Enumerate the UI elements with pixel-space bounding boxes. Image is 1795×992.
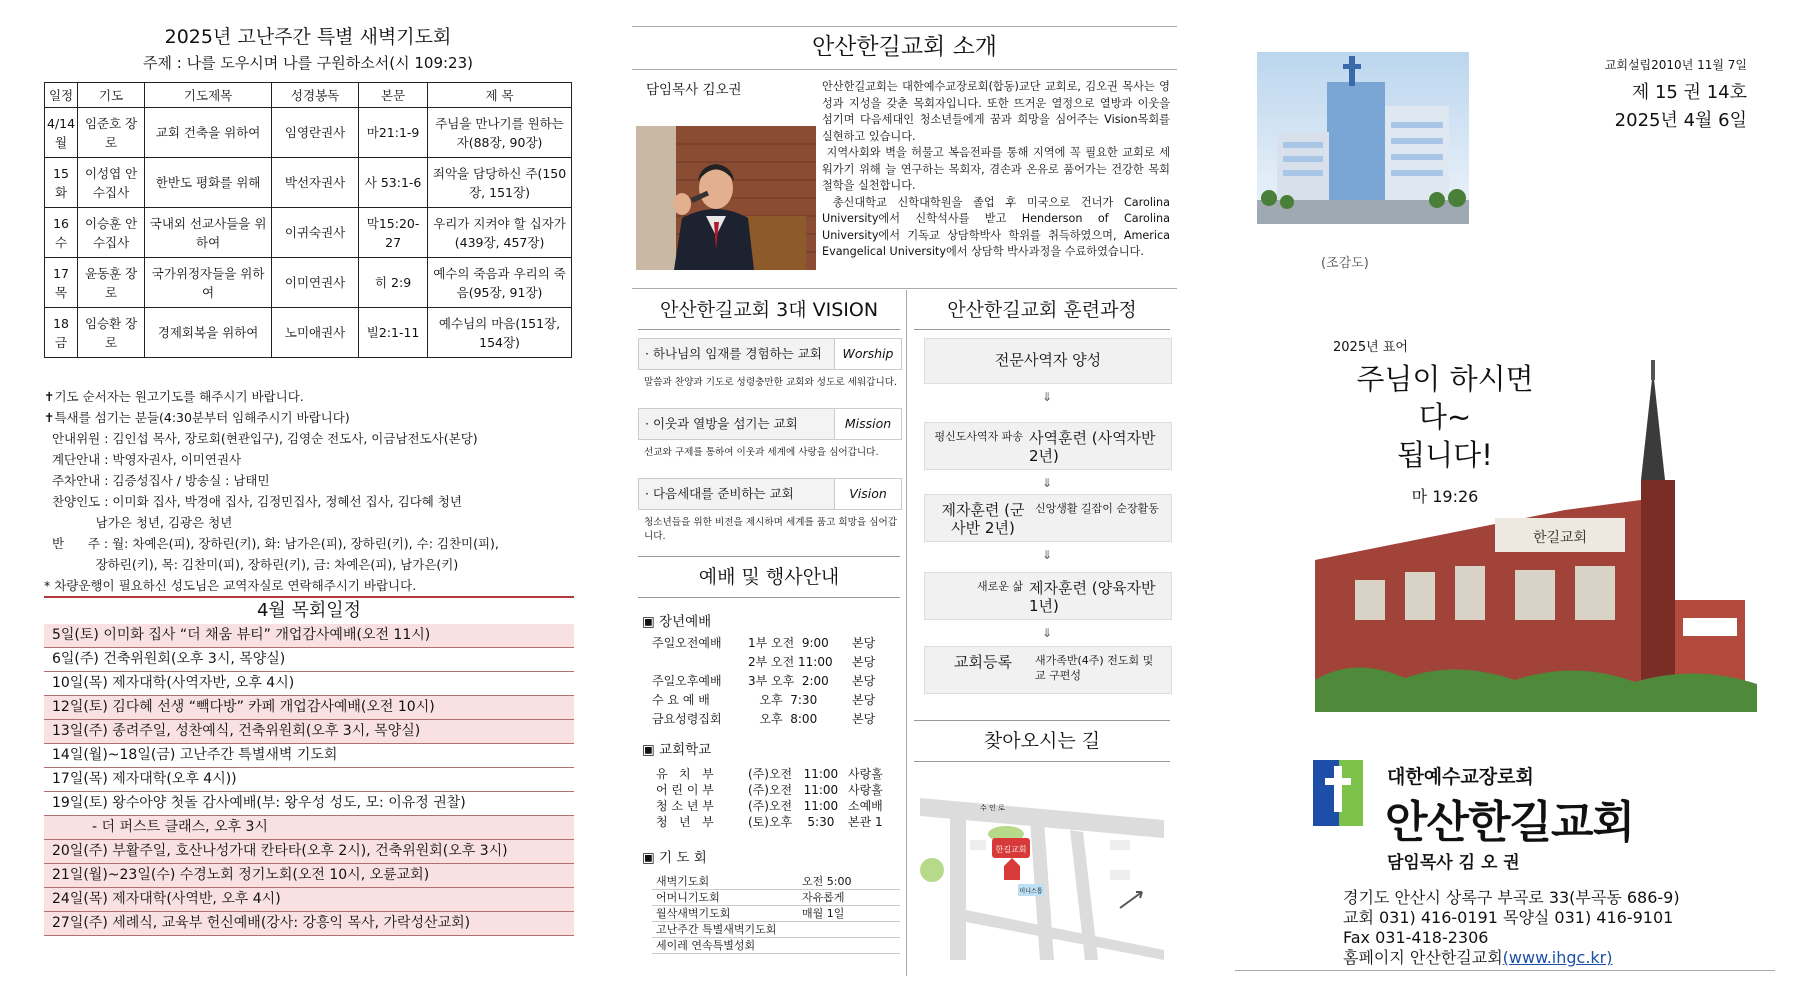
training-main: 사역훈련 (사역자반 2년): [1029, 429, 1156, 465]
address-text: 경기도 안산시 상록구 부곡로 33(부곡동 686-9): [1343, 888, 1680, 907]
prayer-name: 세이레 연속특별성회: [656, 939, 756, 952]
prayer-row: [652, 874, 900, 890]
worship-time: 2부 오전 11:00: [748, 655, 833, 669]
vision-label: · 이웃과 열방을 섬기는 교회: [645, 416, 798, 431]
map-mart-label: 미니스톱: [1019, 888, 1043, 895]
training-title: 안산한길교회 훈련과정: [914, 291, 1170, 330]
founded-date: 교회설립2010년 11월 7일: [1604, 58, 1747, 72]
down-arrow-icon: ⇓: [1042, 548, 1053, 562]
table-row: [45, 258, 572, 308]
motto-reference: 마 19:26: [1411, 487, 1479, 506]
note-line: ✝특새를 섬기는 분들(4:30분부터 임해주시기 바랍니다): [44, 410, 350, 425]
training-main: 교회등록: [954, 653, 1012, 671]
adult-worship-heading: ▣ 장년예배: [642, 614, 712, 630]
cell-topic: 한반도 평화를 위해: [145, 158, 272, 208]
prayer-time: 자유롭게: [802, 891, 845, 904]
cell-leader: 이승훈 안수집사: [78, 208, 145, 258]
vision-title: 안산한길교회 3대 VISION: [638, 291, 900, 330]
schedule-item: 12일(토) 김다혜 선생 “빽다방” 카페 개업감사예배(오전 10시): [44, 696, 574, 720]
worship-row: [652, 691, 900, 709]
vision-description: 선교와 구제를 통하여 이웃과 세계에 사랑을 심어갑니다.: [644, 447, 879, 458]
motto-text: [1345, 360, 1545, 474]
note-line: 장하린(키), 목: 김찬미(피), 장하린(키), 금: 차예은(피), 남가은(키): [44, 557, 459, 572]
table-row: [45, 158, 572, 208]
cell-topic: 국내외 선교사들을 위하여: [145, 208, 272, 258]
map-road-label: 수 인 로: [980, 804, 1005, 812]
issue-volume: 제 15 권 14호: [1631, 82, 1747, 103]
schedule-list: [44, 624, 574, 936]
vision-list: [638, 338, 900, 548]
prayer-time: 오전 5:00: [802, 875, 852, 888]
table-row: [45, 208, 572, 258]
worship-name: 주일오후예배: [652, 674, 722, 688]
prayer-meeting-theme: 주제 : 나를 도우시며 나를 구원하소서(시 109:23): [143, 54, 473, 72]
worship-row: [652, 634, 900, 652]
col-leader: 기도: [78, 83, 145, 108]
schedule-item: 17일(목) 제자대학(오후 4시)): [44, 768, 574, 792]
school-place: 소예배: [848, 799, 883, 813]
vision-english: Mission: [834, 409, 901, 439]
worship-place: 본당: [852, 655, 876, 669]
homepage-label: 홈페이지 안산한길교회: [1343, 948, 1503, 967]
cell-reader: 노미애권사: [272, 308, 359, 358]
school-name: 청 소 년 부: [656, 799, 714, 813]
cell-text: 마21:1-9: [359, 108, 428, 158]
training-main: 제자훈련 (양육자반 1년): [1029, 579, 1156, 615]
cell-topic: 교회 건축을 위하여: [145, 108, 272, 158]
cell-hymn: 예수의 죽음과 우리의 죽음(95장, 91장): [428, 258, 572, 308]
training-left-note: 새로운 삶: [976, 580, 1023, 593]
cell-text: 막15:20-27: [359, 208, 428, 258]
note-line: 안내위원 : 김인섭 목사, 장로회(현관입구), 김영순 전도사, 이금남전도사(본당): [44, 431, 478, 446]
worship-time: 1부 오전 9:00: [748, 636, 829, 650]
worship-time: 오후 8:00: [748, 712, 818, 726]
map-title: 찾아오시는 길: [914, 720, 1170, 762]
worship-name: 주일오전예배: [652, 636, 722, 650]
cell-reader: 임영란권사: [272, 108, 359, 158]
cell-hymn: 우리가 지켜야 할 십자가(439장, 457장): [428, 208, 572, 258]
note-line: ✝기도 순서자는 원고기도를 해주시기 바랍니다.: [44, 389, 304, 404]
schedule-item: 14일(월)~18일(금) 고난주간 특별새벽 기도회: [44, 744, 574, 768]
school-time: (주)오전 11:00: [748, 799, 839, 813]
vision-label: · 하나님의 임재를 경험하는 교회: [645, 346, 822, 361]
vision-english: Worship: [834, 339, 901, 369]
senior-pastor: 담임목사 김 오 권: [1387, 853, 1520, 873]
intro-text: [822, 79, 1170, 261]
cell-hymn: 주님을 만나기를 원하는 자(88장, 90장): [428, 108, 572, 158]
prayer-row: [652, 906, 900, 922]
cell-leader: 이성엽 안수집사: [78, 158, 145, 208]
training-right-note: 새가족반(4주) 전도회 및 교 구편성: [1035, 654, 1154, 682]
school-time: (주)오전 11:00: [748, 767, 839, 781]
prayer-meeting-heading: ▣ 기 도 회: [642, 850, 707, 866]
training-step: [924, 494, 1172, 542]
cell-date: 18 금: [45, 308, 78, 358]
schedule-item: 6일(주) 건축위원회(오후 3시, 목양실): [44, 648, 574, 672]
vision-item: [638, 408, 902, 440]
note-line: 남가은 청년, 김광은 청년: [44, 515, 233, 530]
cell-date: 15 화: [45, 158, 78, 208]
cell-topic: 경제회복을 위하여: [145, 308, 272, 358]
motto-line-1: 주님이 하시면: [1356, 362, 1534, 396]
table-row: [45, 108, 572, 158]
table-row: [45, 308, 572, 358]
note-line: 반 주 : 월: 차예은(피), 장하린(키), 화: 남가은(피), 장하린(키), 수: 김찬미(피),: [44, 536, 499, 551]
schedule-item: 24일(목) 제자대학(사역반, 오후 4시): [44, 888, 574, 912]
motto-label: 2025년 표어: [1333, 340, 1408, 355]
schedule-item: 27일(주) 세례식, 교육부 헌신예배(강사: 강흥익 목사, 가락성산교회): [44, 912, 574, 936]
cell-date: 4/14 월: [45, 108, 78, 158]
school-place: 사랑홀: [848, 767, 883, 781]
down-arrow-icon: ⇓: [1042, 626, 1053, 640]
training-step: [924, 338, 1172, 384]
worship-place: 본당: [852, 712, 876, 726]
denomination-name: 대한예수교장로회: [1387, 766, 1534, 788]
footer-rule: [1235, 970, 1775, 971]
prayer-panel: [38, 0, 578, 992]
cell-leader: 윤동훈 장로: [78, 258, 145, 308]
schedule-item: 13일(주) 종려주일, 성찬예식, 건축위원회(오후 3시, 목양실): [44, 720, 574, 744]
school-place: 사랑홀: [848, 783, 883, 797]
schedule-item: - 더 퍼스트 클래스, 오후 3시: [44, 816, 574, 840]
school-row: [652, 782, 900, 798]
cell-text: 빌2:1-11: [359, 308, 428, 358]
school-name: 청 년 부: [656, 815, 714, 829]
training-list: [914, 338, 1170, 708]
church-logo-icon: [1313, 760, 1363, 826]
note-line: 주차안내 : 김증성집사 / 방송실 : 남태민: [44, 473, 270, 488]
col-date: 일정: [45, 83, 78, 108]
worship-info: [638, 602, 900, 972]
cell-reader: 이미연권사: [272, 258, 359, 308]
schedule-item: 21일(월)~23일(수) 수경노회 정기노회(오전 10시, 오륜교회): [44, 864, 574, 888]
motto-line-3: 됩니다!: [1397, 438, 1493, 472]
col-reader: 성경봉독: [272, 83, 359, 108]
issue-date: 2025년 4월 6일: [1614, 110, 1747, 131]
prayer-name: 고난주간 특별새벽기도회: [656, 923, 777, 936]
cell-hymn: 죄악을 담당하신 주(150장, 151장): [428, 158, 572, 208]
school-row: [652, 814, 900, 830]
notes-block: [44, 386, 584, 596]
vision-label: · 다음세대를 준비하는 교회: [645, 486, 794, 501]
cell-date: 16 수: [45, 208, 78, 258]
cell-hymn: 예수님의 마음(151장, 154장): [428, 308, 572, 358]
render-caption: (조감도): [1321, 256, 1369, 271]
intro-paragraph-2: 지역사회와 벽을 허물고 복음전파를 통해 지역에 꼭 필요한 교회로 세워가기 위해 늘 연구하는 목회자, 겸손과 온유로 품어가는 건강한 목회철학을 실천합니다.: [822, 146, 1170, 192]
down-arrow-icon: ⇓: [1042, 476, 1053, 490]
prayer-name: 어머니기도회: [656, 891, 720, 904]
prayer-row: [652, 890, 900, 906]
intro-panel: [632, 0, 1177, 992]
cell-text: 사 53:1-6: [359, 158, 428, 208]
building-sign-label: 한길교회: [1532, 530, 1588, 546]
prayer-row: [652, 922, 900, 938]
cell-reader: 박선자권사: [272, 158, 359, 208]
prayer-time: 매월 1일: [802, 907, 845, 920]
worship-place: 본당: [852, 693, 876, 707]
school-place: 본관 1: [848, 815, 883, 829]
worship-name: 금요성령집회: [652, 712, 722, 726]
worship-place: 본당: [852, 636, 876, 650]
table-header-row: [45, 83, 572, 108]
down-arrow-icon: ⇓: [1042, 390, 1053, 404]
section-divider: [632, 288, 1177, 289]
schedule-item: 20일(주) 부활주일, 호산나성가대 칸타타(오후 2시), 건축위원회(오후 3시): [44, 840, 574, 864]
map-church-label: 한길교회: [995, 845, 1027, 854]
column-divider: [906, 290, 907, 976]
vision-english: Vision: [834, 479, 901, 509]
intro-paragraph-1: 안산한길교회는 대한예수교장로회(합동)교단 교회로, 김오권 목사는 영성과 지성을 갖춘 목회자입니다. 또한 뜨거운 열정으로 열방과 이웃을 섬기며 다음세대인 청소년들에게 꿈과 희망을 심어주는 Vision목회를 실현하고 있습니다.: [822, 80, 1170, 143]
school-time: (토)오후 5:30: [748, 815, 835, 829]
motto-line-2: 다~: [1418, 400, 1472, 434]
vision-description: 말씀과 찬양과 기도로 성령충만한 교회와 성도로 세워갑니다.: [644, 377, 898, 388]
cell-reader: 이귀숙권사: [272, 208, 359, 258]
intro-title: 안산한길교회 소개: [632, 26, 1177, 70]
pastor-photo: [636, 126, 816, 270]
school-name: 어 린 이 부: [656, 783, 714, 797]
homepage-link[interactable]: (www.ihgc.kr): [1502, 948, 1613, 967]
vision-description: 청소년들을 위한 비전을 제시하며 세계를 품고 희망을 심어갑니다.: [644, 517, 898, 542]
worship-place: 본당: [852, 674, 876, 688]
church-render-image: [1257, 52, 1469, 224]
training-step: [924, 572, 1172, 620]
worship-title: 예배 및 행사안내: [638, 556, 900, 598]
schedule-item: 19일(토) 왕수아양 첫돌 감사예배(부: 왕우성 성도, 모: 이유정 권찰): [44, 792, 574, 816]
worship-name: 수 요 예 배: [652, 693, 710, 707]
church-name: 안산한길교회: [1385, 797, 1635, 848]
cover-panel: [1235, 0, 1795, 992]
school-time: (주)오전 11:00: [748, 783, 839, 797]
worship-time: 오후 7:30: [748, 693, 818, 707]
fax-text: Fax 031-418-2306: [1343, 928, 1489, 947]
prayer-row: [652, 938, 900, 954]
worship-row: [652, 672, 900, 690]
vision-item: [638, 338, 902, 370]
church-school-heading: ▣ 교회학교: [642, 742, 712, 758]
schedule-title: 4월 목회일정: [44, 596, 574, 625]
training-left-note: 평신도사역자 파송: [934, 430, 1023, 443]
prayer-meeting-title: 2025년 고난주간 특별 새벽기도회: [164, 26, 452, 48]
cell-topic: 국가위정자들을 위하여: [145, 258, 272, 308]
cell-leader: 임준호 장로: [78, 108, 145, 158]
col-text: 본문: [359, 83, 428, 108]
training-step: [924, 646, 1172, 694]
training-right-note: 신앙생활 길잡이 순장활동: [1035, 502, 1159, 515]
pastor-label: 담임목사 김오권: [646, 82, 742, 98]
note-line: 계단안내 : 박영자권사, 이미연권사: [44, 452, 242, 467]
prayer-name: 새벽기도회: [656, 875, 710, 888]
schedule-item: 5일(토) 이미화 집사 “더 채움 뷰티” 개업감사예배(오전 11시): [44, 624, 574, 648]
worship-row: [652, 710, 900, 728]
phone-text: 교회 031) 416-0191 목양실 031) 416-9101: [1343, 908, 1674, 927]
col-topic: 기도제목: [145, 83, 272, 108]
worship-time: 3부 오후 2:00: [748, 674, 829, 688]
cell-leader: 임승환 장로: [78, 308, 145, 358]
school-row: [652, 798, 900, 814]
schedule-item: 10일(목) 제자대학(사역자반, 오후 4시): [44, 672, 574, 696]
worship-row: [652, 653, 900, 671]
contact-info: [1343, 888, 1680, 968]
col-hymn: 제 목: [428, 83, 572, 108]
vision-item: [638, 478, 902, 510]
prayer-name: 월삭새벽기도회: [656, 907, 731, 920]
intro-paragraph-3: 총신대학교 신학대학원을 졸업 후 미국으로 건너가 Carolina University에서 신학석사를 받고 Henderson of Carolina University에서 기독교 상담학박사 학위를 취득하였으며, America Evangelical University에서 상담학 박사과정을 수료하였습니다.: [822, 195, 1170, 258]
note-line: 찬양인도 : 이미화 집사, 박경애 집사, 김정민집사, 정혜선 집사, 김다혜 청년: [44, 494, 462, 509]
training-main: 전문사역자 양성: [994, 351, 1102, 369]
cell-text: 히 2:9: [359, 258, 428, 308]
training-step: [924, 422, 1172, 470]
training-main: 제자훈련 (군사반 2년): [941, 501, 1025, 537]
school-row: [652, 766, 900, 782]
cell-date: 17 목: [45, 258, 78, 308]
school-name: 유 치 부: [656, 767, 714, 781]
directions-map: [920, 780, 1164, 960]
note-line: * 차량운행이 필요하신 성도님은 교역자실로 연락해주시기 바랍니다.: [44, 578, 417, 593]
prayer-schedule-table: [44, 82, 572, 358]
